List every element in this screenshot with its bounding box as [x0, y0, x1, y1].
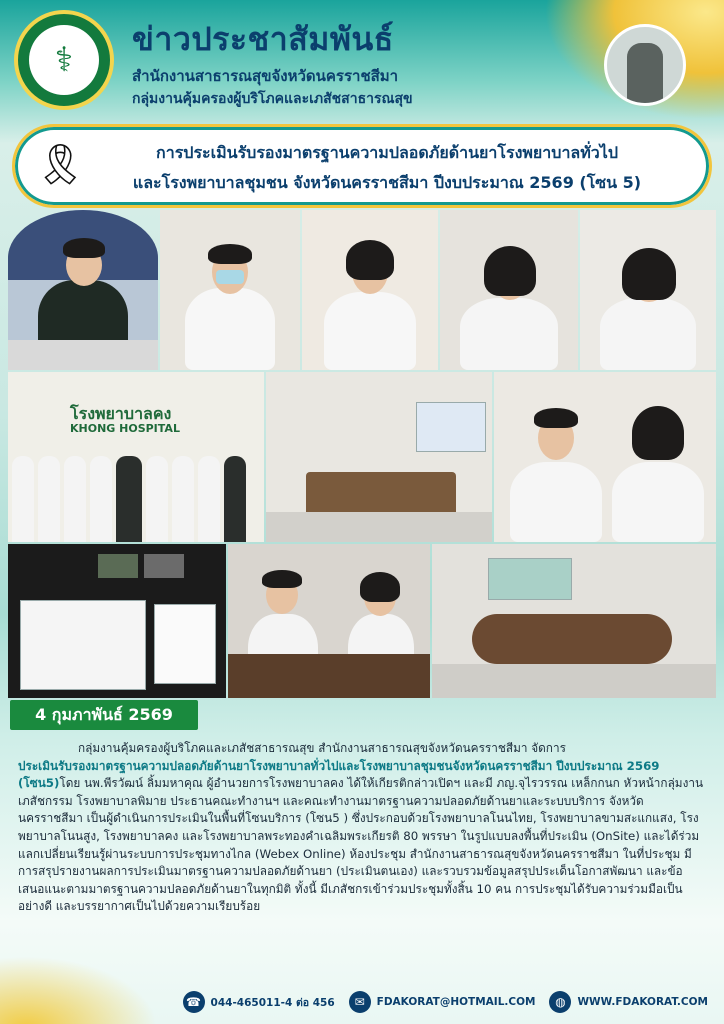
photo-meeting-room	[266, 372, 492, 542]
headline-banner	[12, 124, 712, 208]
phone-contact	[183, 991, 335, 1013]
division-name: กลุ่มงานคุ้มครองผู้บริโภคและเภสัชสาธารณสุข	[132, 91, 413, 107]
globe-icon: ◍	[549, 991, 571, 1013]
photo-woman-2	[302, 210, 438, 370]
photo-woman-3	[440, 210, 578, 370]
email-contact[interactable]	[349, 991, 536, 1013]
mail-icon: ✉	[349, 991, 371, 1013]
caduceus-icon: ⚕	[29, 25, 99, 95]
photo-man-at-desk	[8, 210, 158, 370]
photo-two-women-desk	[228, 544, 430, 698]
website-text[interactable]: WWW.FDAKORAT.COM	[577, 996, 708, 1008]
photo-woman-4	[580, 210, 716, 370]
photo-conference-table	[432, 544, 716, 698]
headline-line-1: การประเมินรับรองมาตรฐานความปลอดภัยด้านยาโรงพยาบาลทั่วไป	[156, 143, 618, 162]
body-highlight: ประเมินรับรองมาตรฐานความปลอดภัยด้านยาโรงพยาบาลทั่วไปและโรงพยาบาลชุมชนจังหวัดนครราชสีมา ปีงบประมาณ 2569 (โซน5)	[18, 758, 660, 791]
date-tag: 4 กุมภาพันธ์ 2569	[10, 700, 198, 730]
body-intro: กลุ่มงานคุ้มครองผู้บริโภคและเภสัชสาธารณสุข สำนักงานสาธารณสุขจังหวัดนครราชสีมา จัดการ	[78, 741, 566, 755]
hospital-sign-english: KHONG HOSPITAL	[70, 422, 180, 435]
headline-line-2: และโรงพยาบาลชุมชน จังหวัดนครราชสีมา ปีงบประมาณ 2569 (โซน 5)	[132, 173, 642, 192]
email-text[interactable]: FDAKORAT@HOTMAIL.COM	[376, 996, 536, 1008]
photo-woman-mask	[160, 210, 300, 370]
health-office-logo	[14, 10, 114, 110]
page-title: ข่าวประชาสัมพันธ์	[132, 20, 394, 58]
black-ribbon-icon: 🎗	[35, 142, 86, 188]
website-contact[interactable]	[549, 991, 708, 1013]
statue-portrait	[604, 24, 686, 106]
photo-group-hospital-sign	[8, 372, 264, 542]
phone-icon: ☎	[183, 991, 205, 1013]
body-rest: โดย นพ.พีรวัฒน์ ลิ้มมหาคุณ ผู้อำนวยการโรงพยาบาลคง ได้ให้เกียรติกล่าวเปิดฯ และมี ภญ.จุไรวรรณ เหล็กกนก หัวหน้ากลุ่มงานเภสัชกรรม โรงพยาบาลพิมาย ประธานคณะทำงานฯ และคณะทำงานมาตรฐานความปลอดภัยด้านยาและระบบบริการ จังหวัดนครราชสีมา เป็นผู้ดำเนินการประเมินในพื้นที่โซนบริการ (โซน5 ) ซึ่งประกอบด้วยโรงพยาบาลโนนไทย, โรงพยาบาลขามสะแกแสง, โรงพยาบาลโนนสูง, โรงพยาบาลคง และโรงพยาบาลพระทองคำเฉลิมพระเกียรติ 80 พรรษา ในรูปแบบลงพื้นที่ประเมิน (OnSite) และได้ร่วมแลกเปลี่ยนเรียนรู้ผ่านระบบการประชุมทางไกล (Webex Online) ห้องประชุม สำนักงานสาธารณสุขจังหวัดนครราชสีมา ในที่ประชุม มีการสรุปรายงานผลการประเมินมาตรฐานความปลอดภัยด้านยา (ประเมินตนเอง) และรวบรวมข้อมูลสรุปประเด็นโอกาสพัฒนา และข้อเสนอแนะตามมาตรฐานความปลอดภัยด้านยาในทุกมิติ ทั้งนี้ มีเภสัชกรเข้าร่วมประชุมทั้งสิ้น 10 คน การประชุมได้รับความร่วมมือเป็นอย่างดี และบรรยากาศเป็นไปด้วยความเรียบร้อย	[18, 776, 704, 914]
photo-webex-screen	[8, 544, 226, 698]
hospital-sign-thai: โรงพยาบาลคง	[70, 404, 172, 423]
news-body	[18, 740, 708, 916]
phone-text: 044-465011-4 ต่อ 456	[210, 996, 335, 1009]
contact-footer	[0, 980, 724, 1024]
photo-two-pharmacists	[494, 372, 716, 542]
org-name: สำนักงานสาธารณสุขจังหวัดนครราชสีมา	[132, 67, 399, 85]
